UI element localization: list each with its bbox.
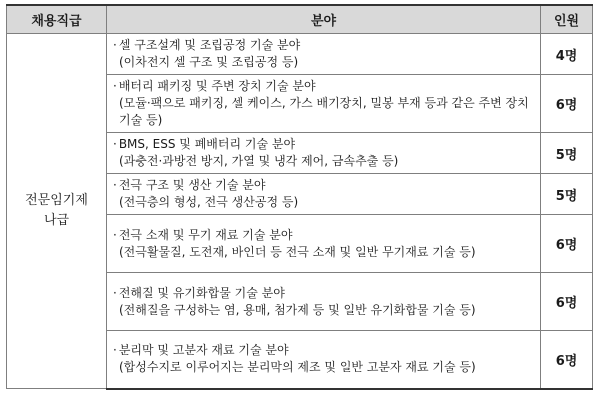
field-cell: · 전극 구조 및 생산 기술 분야 (전극층의 형성, 전극 생산공정 등) [107, 174, 541, 215]
recruitment-table-container [6, 4, 592, 402]
headcount-cell: 6명 [541, 273, 593, 331]
header-field: 분야 [107, 5, 541, 34]
field-cell: · 셀 구조설계 및 조립공정 기술 분야 (이차전지 셀 구조 및 조립공정 등) [107, 34, 541, 75]
headcount-cell: 6명 [541, 75, 593, 133]
field-cell: · 배터리 패키징 및 주변 장치 기술 분야 (모듈·팩으로 패키징, 셀 케이스, 가스 배기장치, 밀봉 부재 등과 같은 주변 장치 기술 등) [107, 75, 541, 133]
headcount-cell: 5명 [541, 174, 593, 215]
field-cell: · 전극 소재 및 무기 재료 기술 분야 (전극활물질, 도전재, 바인더 등 전극 소재 및 일반 무기재료 기술 등) [107, 215, 541, 273]
field-title: BMS, ESS 및 폐배터리 기술 분야 [118, 137, 296, 151]
position-category-cell [7, 34, 107, 389]
field-description: (이차전지 셀 구조 및 조립공정 등) [119, 55, 299, 69]
table-row [7, 34, 593, 75]
field-title: 배터리 패키징 및 주변 장치 기술 분야 [118, 79, 316, 93]
headcount-cell: 5명 [541, 133, 593, 174]
field-cell: · 분리막 및 고분자 재료 기술 분야 (합성수지로 이루어지는 분리막의 제조 및 일반 고분자 재료 기술 등) [107, 331, 541, 389]
field-description: (모듈·팩으로 패키징, 셀 케이스, 가스 배기장치, 밀봉 부재 등과 같은 주변 장치 기술 등) [119, 96, 529, 127]
field-description: (과충전·과방전 방지, 가열 및 냉각 제어, 금속추출 등) [119, 154, 399, 168]
header-position: 채용직급 [7, 5, 107, 34]
recruitment-table [6, 4, 593, 390]
headcount-cell: 6명 [541, 331, 593, 389]
field-title: 분리막 및 고분자 재료 기술 분야 [118, 343, 289, 358]
field-title: 전극 소재 및 무기 재료 기술 분야 [118, 227, 293, 242]
field-description: (전해질을 구성하는 염, 용매, 첨가제 등 및 일반 유기화합물 기술 등) [119, 302, 476, 317]
field-title: 전해질 및 유기화합물 기술 분야 [118, 285, 285, 300]
field-title: 셀 구조설계 및 조립공정 기술 분야 [118, 38, 301, 52]
field-cell: · BMS, ESS 및 폐배터리 기술 분야 (과충전·과방전 방지, 가열 및 냉각 제어, 금속추출 등) [107, 133, 541, 174]
table-header-row [7, 5, 593, 34]
field-description: (합성수지로 이루어지는 분리막의 제조 및 일반 고분자 재료 기술 등) [119, 360, 476, 375]
field-cell: · 전해질 및 유기화합물 기술 분야 (전해질을 구성하는 염, 용매, 첨가제 등 및 일반 유기화합물 기술 등) [107, 273, 541, 331]
headcount-cell: 6명 [541, 215, 593, 273]
position-category-label: 전문임기제 나급 [25, 193, 88, 228]
field-description: (전극활물질, 도전재, 바인더 등 전극 소재 및 일반 무기재료 기술 등) [119, 244, 476, 259]
field-title: 전극 구조 및 생산 기술 분야 [118, 178, 266, 192]
headcount-cell: 4명 [541, 34, 593, 75]
header-headcount: 인원 [541, 5, 593, 34]
field-description: (전극층의 형성, 전극 생산공정 등) [119, 195, 299, 209]
